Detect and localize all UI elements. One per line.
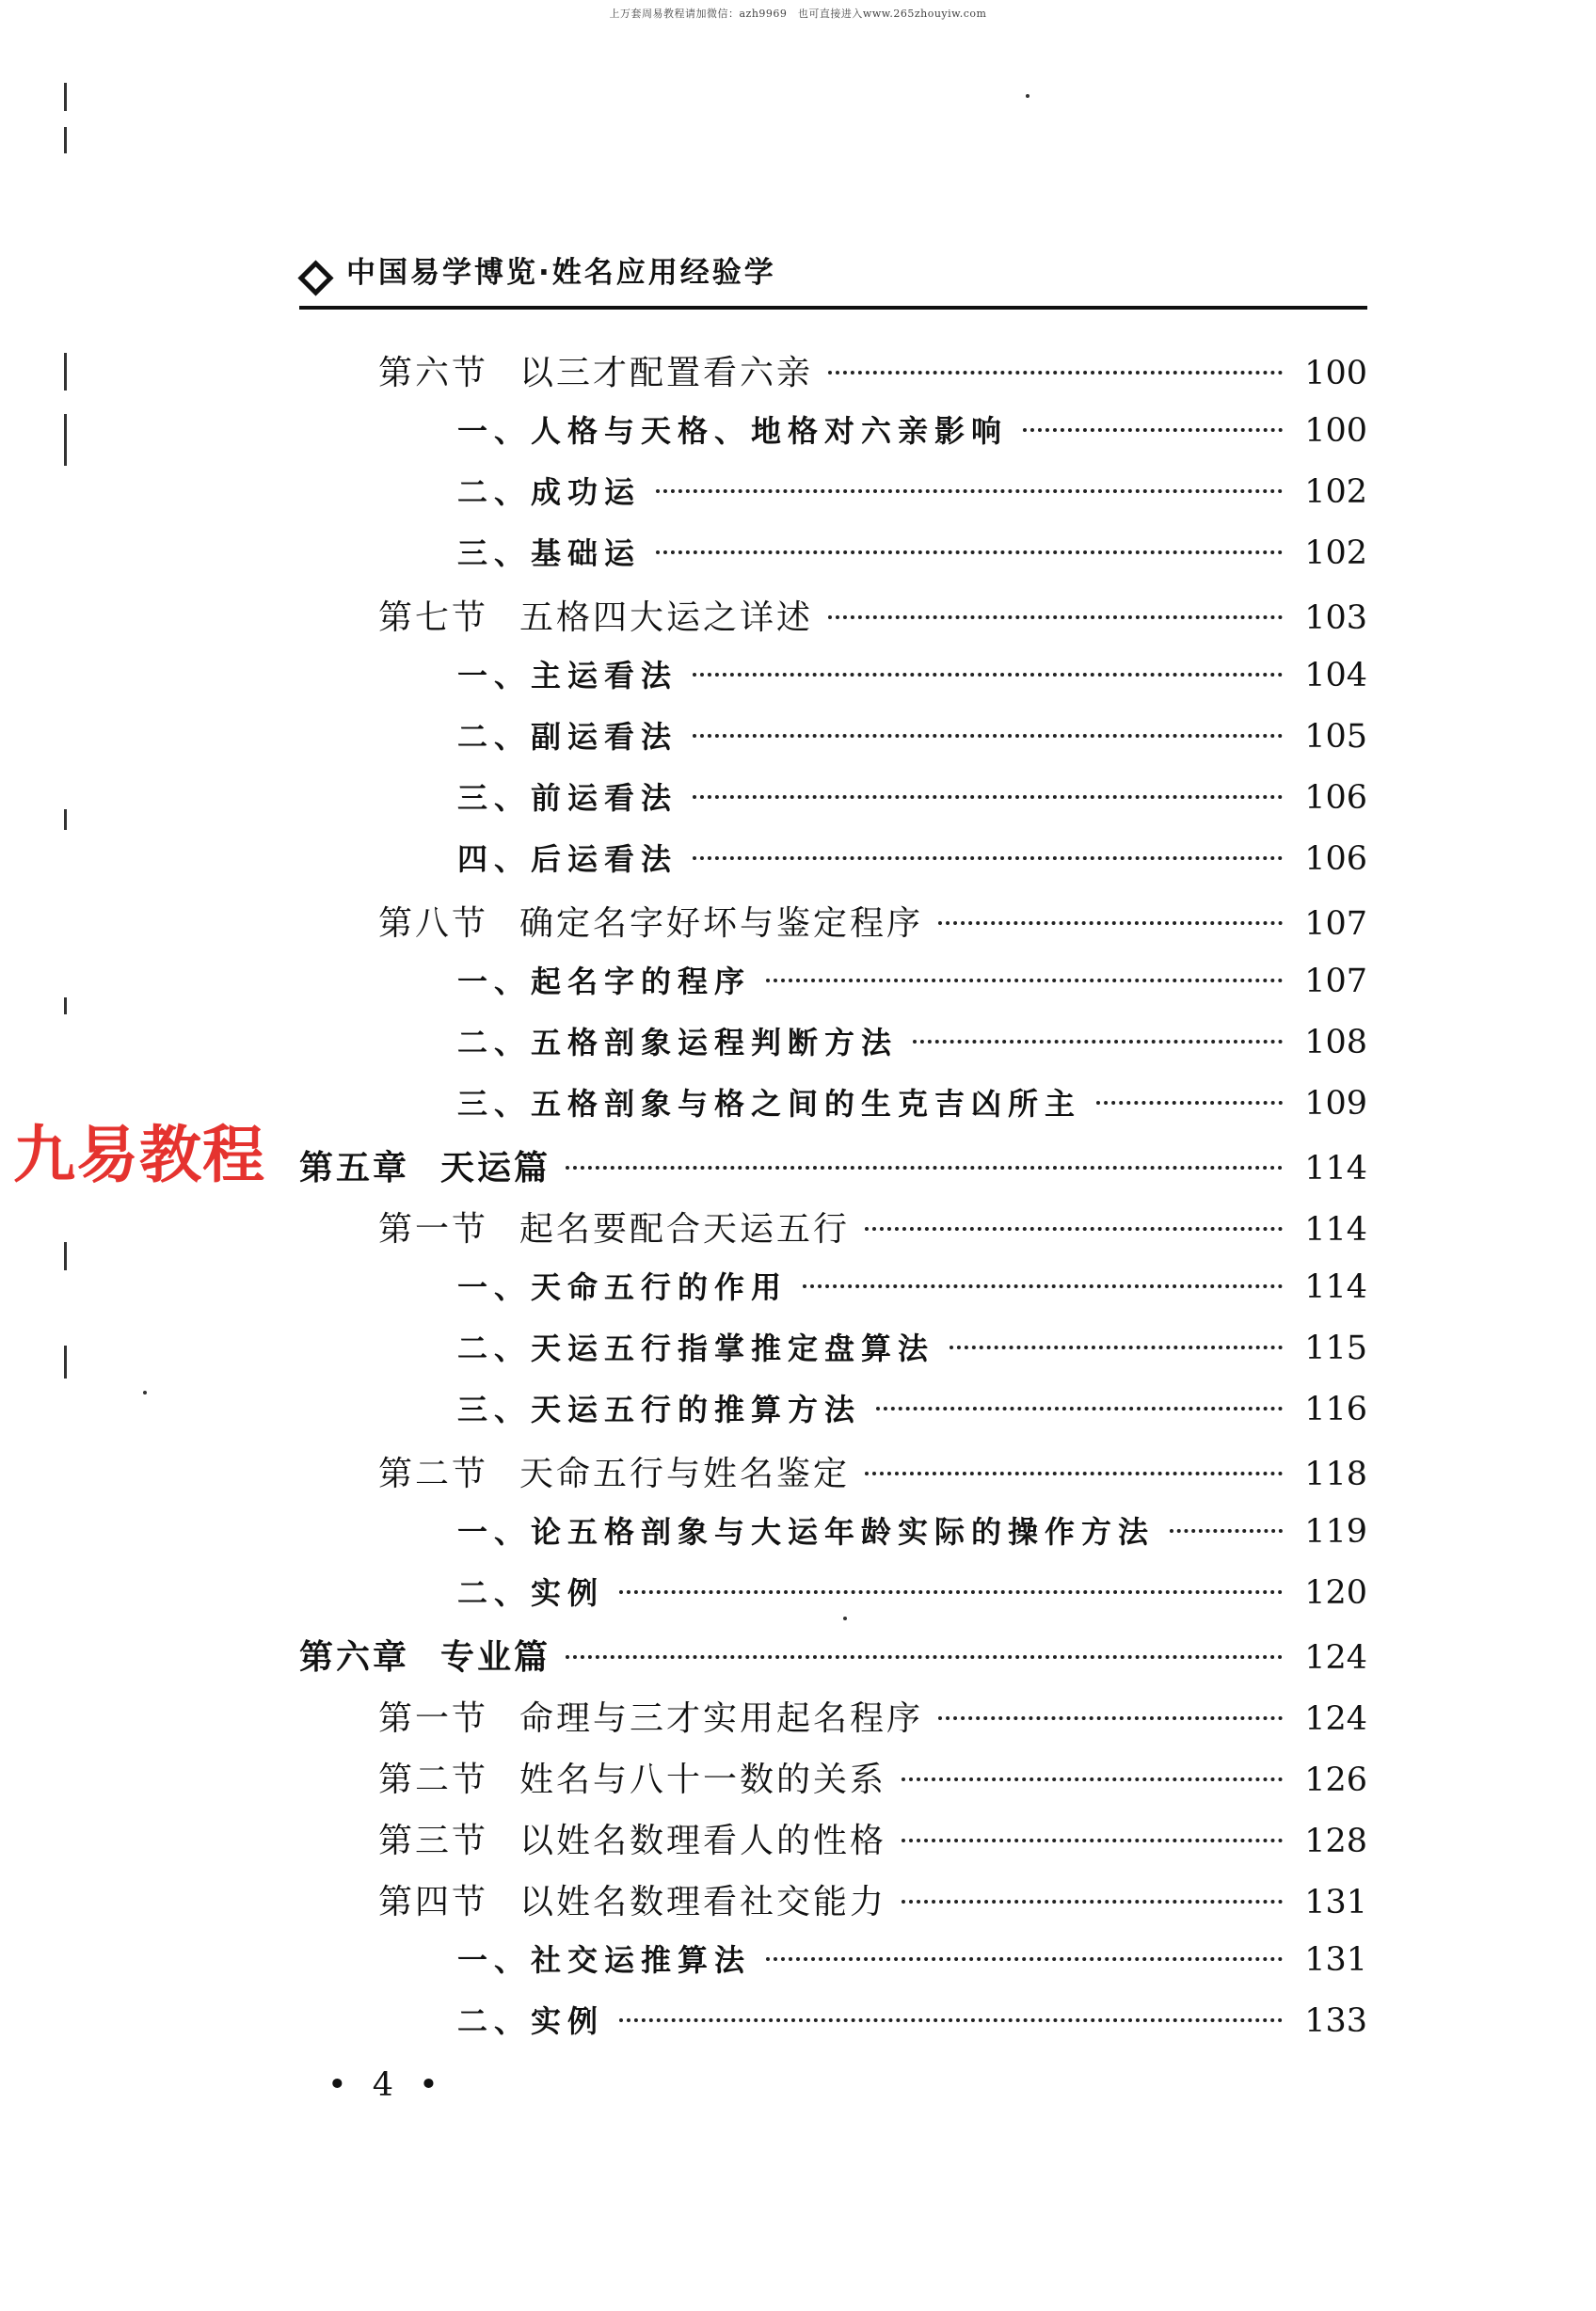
toc-entry-page: 131 bbox=[1304, 1884, 1367, 1921]
scan-edge-mark bbox=[64, 127, 67, 153]
scan-edge-mark bbox=[64, 83, 67, 111]
toc-leader-dots bbox=[766, 1957, 1283, 1961]
toc-entry-number: 第一节 bbox=[378, 1210, 489, 1249]
toc-entry-page: 133 bbox=[1304, 2002, 1367, 2040]
toc-leader-dots bbox=[828, 371, 1283, 375]
toc-entry-page: 131 bbox=[1304, 1941, 1367, 1979]
toc-entry-number: 第八节 bbox=[378, 904, 489, 943]
toc-entry-section bbox=[299, 1875, 1367, 1936]
toc-entry-title: 一、起名字的程序 bbox=[457, 964, 752, 999]
toc-leader-dots bbox=[1170, 1529, 1283, 1533]
toc-entry-title: 三、五格剖象与格之间的生克吉凶所主 bbox=[457, 1086, 1082, 1122]
toc-entry-item bbox=[299, 713, 1367, 774]
toc-entry-page: 106 bbox=[1304, 840, 1367, 878]
toc-leader-dots bbox=[693, 795, 1283, 799]
toc-leader-dots bbox=[566, 1655, 1283, 1659]
toc-entry-number: 第二节 bbox=[378, 1761, 489, 1799]
toc-leader-dots bbox=[938, 921, 1283, 925]
toc-leader-dots bbox=[693, 673, 1283, 677]
toc-entry-label bbox=[457, 407, 1008, 451]
toc-entry-page: 114 bbox=[1304, 1211, 1367, 1249]
toc-entry-section bbox=[299, 897, 1367, 958]
toc-entry-page: 126 bbox=[1304, 1761, 1367, 1799]
toc-entry-page: 103 bbox=[1304, 599, 1367, 637]
toc-entry-item bbox=[299, 1264, 1367, 1325]
toc-entry-title: 二、实例 bbox=[457, 2003, 605, 2039]
toc-entry-page: 115 bbox=[1304, 1330, 1367, 1367]
toc-leader-dots bbox=[693, 734, 1283, 738]
toc-entry-label bbox=[457, 774, 678, 818]
toc-entry-page: 102 bbox=[1304, 534, 1367, 572]
toc-entry-label bbox=[378, 897, 923, 945]
toc-entry-item bbox=[299, 958, 1367, 1019]
toc-entry-number: 第四节 bbox=[378, 1883, 489, 1921]
book-title: 中国易学博览·姓名应用经验学 bbox=[346, 256, 776, 290]
toc-entry-item bbox=[299, 836, 1367, 897]
toc-entry-title: 四、后运看法 bbox=[457, 841, 678, 877]
toc-entry-number: 第六章 bbox=[299, 1638, 410, 1677]
toc-entry-page: 104 bbox=[1304, 657, 1367, 694]
toc-entry-page: 100 bbox=[1304, 355, 1367, 392]
page-number: • 4 • bbox=[327, 2066, 446, 2104]
toc-entry-page: 102 bbox=[1304, 473, 1367, 511]
scan-speck bbox=[143, 1391, 147, 1395]
toc-entry-title: 三、前运看法 bbox=[457, 780, 678, 816]
toc-entry-section bbox=[299, 346, 1367, 407]
toc-leader-dots bbox=[828, 615, 1283, 619]
toc-entry-section bbox=[299, 1753, 1367, 1814]
toc-entry-item bbox=[299, 1998, 1367, 2059]
toc-leader-dots bbox=[865, 1227, 1283, 1231]
toc-entry-label bbox=[457, 1019, 898, 1062]
toc-entry-item bbox=[299, 1936, 1367, 1998]
scan-edge-mark bbox=[64, 997, 67, 1014]
toc-leader-dots bbox=[902, 1839, 1283, 1842]
toc-entry-label bbox=[378, 591, 813, 639]
toc-entry-title: 三、基础运 bbox=[457, 535, 642, 571]
watermark-logo: 九易教程 bbox=[13, 1119, 265, 1191]
toc-leader-dots bbox=[902, 1900, 1283, 1904]
toc-entry-label bbox=[378, 346, 813, 394]
top-notice-text: 上万套周易教程请加微信：azh9969 也可直接进入www.265zhouyiw.com bbox=[609, 8, 987, 20]
toc-entry-label bbox=[378, 1447, 850, 1495]
toc-entry-section bbox=[299, 591, 1367, 652]
toc-leader-dots bbox=[566, 1166, 1283, 1170]
toc-entry-section bbox=[299, 1814, 1367, 1875]
toc-leader-dots bbox=[1096, 1101, 1283, 1105]
toc-entry-label bbox=[457, 652, 678, 695]
toc-entry-title: 以姓名数理看社交能力 bbox=[519, 1883, 887, 1921]
scan-speck bbox=[1026, 94, 1029, 98]
toc-entry-page: 107 bbox=[1304, 963, 1367, 1000]
toc-entry-label bbox=[457, 713, 678, 757]
toc-entry-number: 第一节 bbox=[378, 1699, 489, 1738]
toc-entry-title: 一、主运看法 bbox=[457, 658, 678, 693]
toc-leader-dots bbox=[1023, 428, 1283, 432]
toc-entry-title: 确定名字好坏与鉴定程序 bbox=[519, 904, 924, 943]
toc-entry-item bbox=[299, 1325, 1367, 1386]
toc-entry-page: 120 bbox=[1304, 1574, 1367, 1612]
toc-entry-title: 天命五行与姓名鉴定 bbox=[519, 1455, 851, 1493]
scan-edge-mark bbox=[64, 414, 67, 466]
toc-entry-label bbox=[457, 1570, 604, 1613]
toc-leader-dots bbox=[766, 979, 1283, 982]
toc-entry-title: 以姓名数理看人的性格 bbox=[519, 1822, 887, 1860]
toc-entry-item bbox=[299, 1386, 1367, 1447]
toc-leader-dots bbox=[913, 1040, 1283, 1044]
toc-entry-label bbox=[457, 1998, 604, 2041]
toc-leader-dots bbox=[693, 856, 1283, 860]
toc-entry-label bbox=[378, 1753, 886, 1801]
header-rule bbox=[299, 306, 1367, 310]
toc-entry-page: 118 bbox=[1304, 1456, 1367, 1493]
toc-leader-dots bbox=[619, 1590, 1283, 1594]
toc-leader-dots bbox=[803, 1284, 1283, 1288]
toc-entry-title: 二、副运看法 bbox=[457, 719, 678, 755]
toc-entry-item bbox=[299, 407, 1367, 469]
toc-entry-number: 第二节 bbox=[378, 1455, 489, 1493]
toc-entry-title: 一、社交运推算法 bbox=[457, 1942, 752, 1978]
toc-entry-item bbox=[299, 1019, 1367, 1080]
toc-entry-section bbox=[299, 1203, 1367, 1264]
toc-entry-page: 114 bbox=[1304, 1150, 1367, 1187]
toc-entry-title: 命理与三才实用起名程序 bbox=[519, 1699, 924, 1738]
toc-entry-page: 106 bbox=[1304, 779, 1367, 817]
toc-entry-label bbox=[457, 530, 641, 573]
toc-entry-title: 姓名与八十一数的关系 bbox=[519, 1761, 887, 1799]
toc-entry-title: 专业篇 bbox=[440, 1638, 551, 1677]
toc-entry-title: 一、论五格剖象与大运年龄实际的操作方法 bbox=[457, 1514, 1156, 1550]
scan-edge-mark bbox=[64, 353, 67, 390]
toc-entry-title: 二、实例 bbox=[457, 1575, 605, 1611]
toc-entry-page: 128 bbox=[1304, 1823, 1367, 1860]
toc-entry-label bbox=[457, 1264, 788, 1307]
scan-edge-mark bbox=[64, 809, 67, 830]
toc-entry-page: 124 bbox=[1304, 1639, 1367, 1677]
toc-entry-title: 以三才配置看六亲 bbox=[519, 354, 814, 392]
toc-entry-title: 起名要配合天运五行 bbox=[519, 1210, 851, 1249]
toc-entry-label bbox=[457, 836, 678, 879]
toc-entry-number: 第七节 bbox=[378, 598, 489, 637]
toc-leader-dots bbox=[876, 1407, 1283, 1411]
running-head bbox=[299, 252, 1367, 309]
toc-entry-item bbox=[299, 530, 1367, 591]
toc-entry-label bbox=[457, 1325, 934, 1368]
toc-entry-item bbox=[299, 774, 1367, 836]
toc-entry-label bbox=[457, 469, 641, 512]
toc-entry-title: 二、五格剖象运程判断方法 bbox=[457, 1025, 899, 1060]
toc-entry-item bbox=[299, 1080, 1367, 1141]
toc-entry-page: 124 bbox=[1304, 1700, 1367, 1738]
toc-entry-title: 二、成功运 bbox=[457, 474, 642, 510]
toc-entry-page: 100 bbox=[1304, 412, 1367, 450]
toc-entry-label bbox=[457, 1386, 861, 1429]
toc-entry-chapter bbox=[299, 1141, 1367, 1203]
toc-entry-number: 第三节 bbox=[378, 1822, 489, 1860]
toc-entry-item bbox=[299, 469, 1367, 530]
toc-entry-page: 105 bbox=[1304, 718, 1367, 756]
toc-entry-label bbox=[457, 1080, 1081, 1124]
toc-entry-item bbox=[299, 1570, 1367, 1631]
toc-entry-section bbox=[299, 1447, 1367, 1508]
table-of-contents bbox=[299, 346, 1367, 2059]
toc-leader-dots bbox=[656, 550, 1283, 554]
toc-entry-title: 天运篇 bbox=[440, 1149, 551, 1187]
toc-entry-label bbox=[378, 1692, 923, 1740]
toc-entry-label bbox=[378, 1875, 886, 1923]
scan-edge-mark bbox=[64, 1242, 67, 1270]
toc-entry-label bbox=[299, 1631, 551, 1679]
toc-entry-chapter bbox=[299, 1631, 1367, 1692]
toc-entry-title: 一、人格与天格、地格对六亲影响 bbox=[457, 413, 1009, 449]
toc-entry-title: 二、天运五行指掌推定盘算法 bbox=[457, 1331, 935, 1366]
scan-edge-mark bbox=[64, 1346, 67, 1379]
toc-entry-page: 109 bbox=[1304, 1085, 1367, 1123]
toc-entry-section bbox=[299, 1692, 1367, 1753]
toc-entry-label bbox=[457, 1508, 1155, 1552]
toc-leader-dots bbox=[619, 2018, 1283, 2022]
toc-entry-label bbox=[457, 958, 751, 1001]
toc-entry-number: 第五章 bbox=[299, 1149, 410, 1187]
toc-entry-title: 五格四大运之详述 bbox=[519, 598, 814, 637]
toc-entry-item bbox=[299, 1508, 1367, 1570]
toc-leader-dots bbox=[938, 1716, 1283, 1720]
toc-leader-dots bbox=[656, 489, 1283, 493]
toc-entry-page: 108 bbox=[1304, 1024, 1367, 1061]
toc-entry-page: 107 bbox=[1304, 905, 1367, 943]
toc-leader-dots bbox=[902, 1777, 1283, 1781]
toc-entry-page: 119 bbox=[1304, 1513, 1367, 1551]
toc-entry-title: 一、天命五行的作用 bbox=[457, 1269, 789, 1305]
toc-entry-label bbox=[378, 1203, 850, 1251]
toc-entry-title: 三、天运五行的推算方法 bbox=[457, 1392, 862, 1427]
toc-entry-label bbox=[299, 1141, 551, 1189]
toc-leader-dots bbox=[950, 1346, 1283, 1349]
toc-entry-page: 114 bbox=[1304, 1268, 1367, 1306]
toc-entry-label bbox=[378, 1814, 886, 1862]
toc-entry-number: 第六节 bbox=[378, 354, 489, 392]
diamond-icon bbox=[297, 260, 333, 295]
toc-entry-page: 116 bbox=[1304, 1391, 1367, 1428]
toc-entry-label bbox=[457, 1936, 751, 1980]
toc-entry-item bbox=[299, 652, 1367, 713]
toc-leader-dots bbox=[865, 1472, 1283, 1475]
